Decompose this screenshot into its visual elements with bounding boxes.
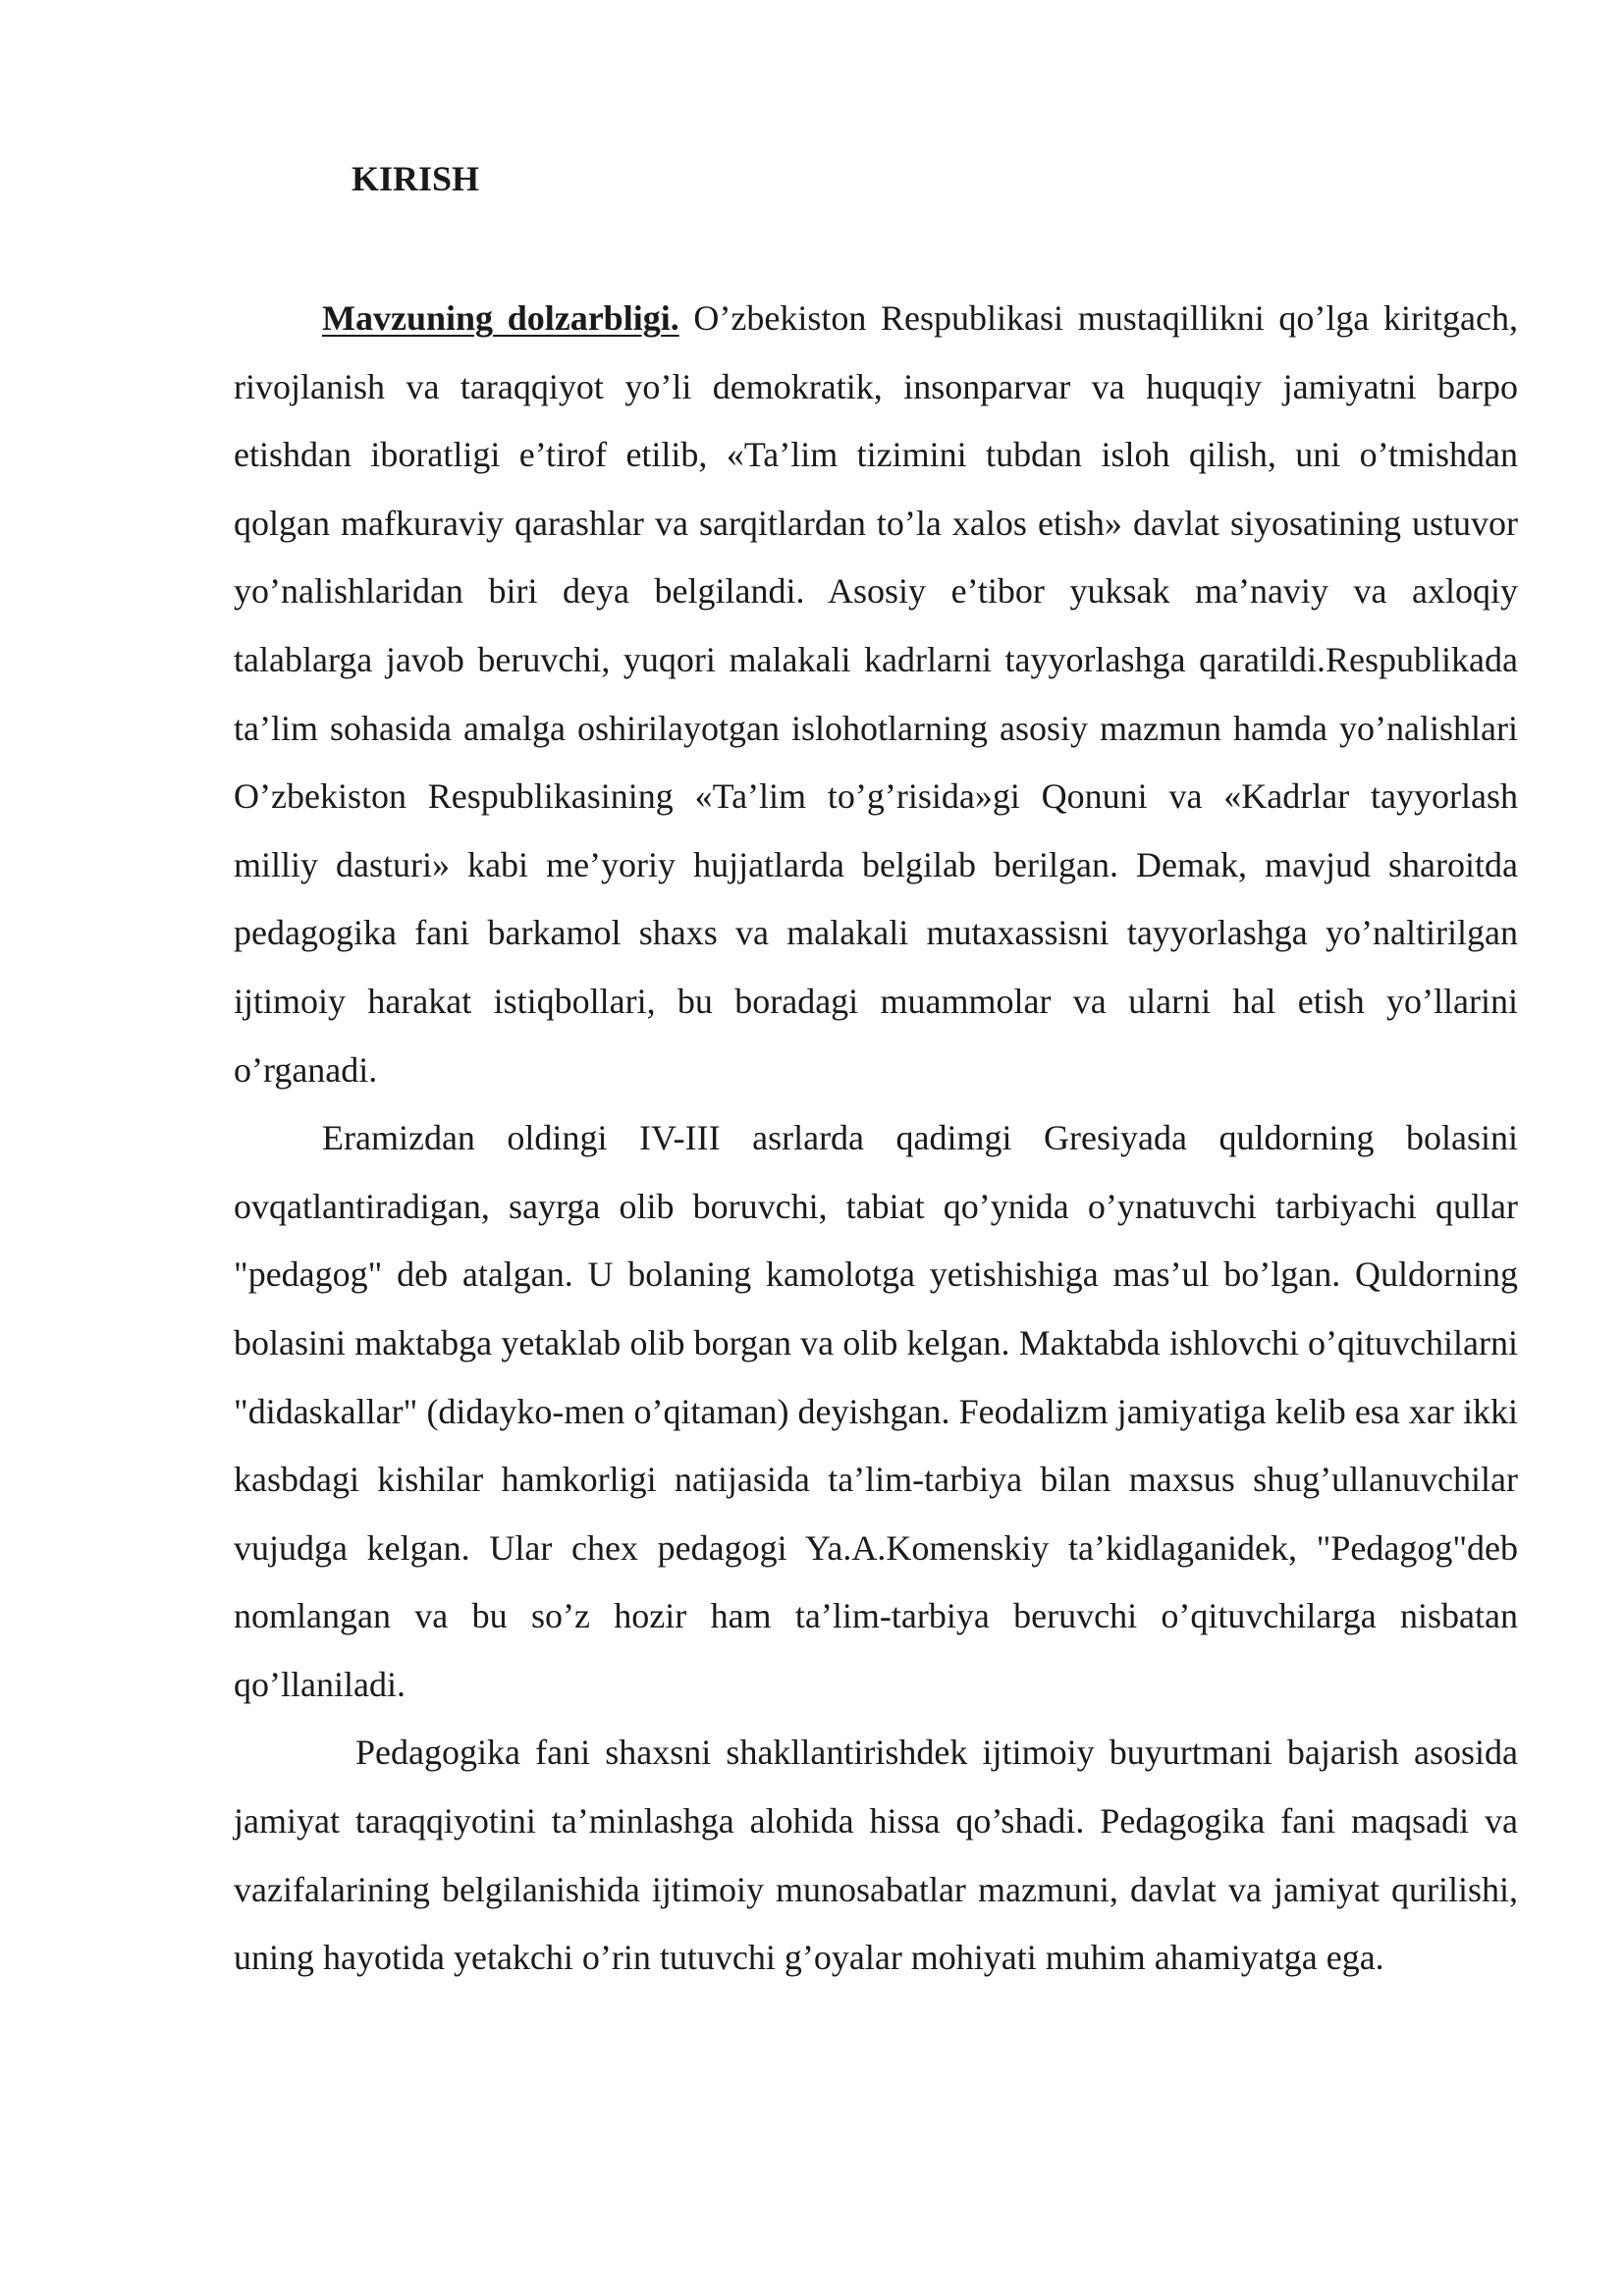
page-title: KIRISH [352,159,480,198]
paragraph-text: O’zbekiston Respublikasi mustaqillikni qo’lga kiritgach, rivojlanish va taraqqiyot yo’li demokratik, insonparvar va huquqiy jamiyatni barpo etishdan iboratligi e’tirof etilib, «Ta’lim tizimini tubdan isloh qilish, uni o’tmishdan qolgan mafkuraviy qarashlar va sarqitlardan to’la xalos etish» davlat siyosatining ustuvor yo’nalishlaridan biri deya belgilandi. Asosiy e’tibor yuksak ma’naviy va axloqiy talablarga javob beruvchi, yuqori malakali kadrlarni tayyorlashga qaratildi.Respublikada ta’lim sohasida amalga oshirilayotgan islohotlarning asosiy mazmun hamda yo’nalishlari O’zbekiston Respublikasining «Ta’lim to’g’risida»gi Qonuni va «Kadrlar tayyorlash milliy dasturi» kabi me’yoriy hujjatlarda belgilab berilgan. Demak, mavjud sharoitda pedagogika fani barkamol shaxs va malakali mutaxassisni tayyorlashga yo’naltirilgan ijtimoiy harakat istiqbollari, bu boradagi muammolar va ularni hal etish yo’llarini o’rganadi. [234,298,1519,1090]
paragraph-text: Pedagogika fani shaxsni shakllantirishdek ijtimoiy buyurtmani bajarish asosida jamiyat taraqqiyotini ta’minlashga alohida hissa qo’shadi. Pedagogika fani maqsadi va vazifalarining belgilanishida ijtimoiy munosabatlar mazmuni, davlat va jamiyat qurilishi, uning hayotida yetakchi o’rin tutuvchi g’oyalar mohiyati muhim ahamiyatga ega. [234,1733,1518,1978]
section-label: Mavzuning dolzarbligi. [322,298,679,338]
paragraph-pedagogy [234,1719,1518,1992]
paragraph-text: Eramizdan oldingi IV-III asrlarda qadimgi Gresiyada quldorning bolasini ovqatlantiradigan, sayrga olib boruvchi, tabiat qo’ynida o’ynatuvchi tarbiyachi qullar "pedagog" deb atalgan. U bolaning kamolotga yetishishiga mas’ul bo’lgan. Quldorning bolasini maktabga yetaklab olib borgan va olib kelgan. Maktabda ishlovchi o’qituvchilarni "didaskallar" (didayko-men o’qitaman) deyishgan. Feodalizm jamiyatiga kelib esa xar ikki kasbdagi kishilar hamkorligi natijasida ta’lim-tarbiya bilan maxsus shug’ullanuvchilar vujudga kelgan. Ular chex pedagogi Ya.A.Komenskiy ta’kidlaganidek, "Pedagog"deb nomlangan va bu so’z hozir ham ta’lim-tarbiya beruvchi o’qituvchilarga nisbatan qo’llaniladi. [234,1118,1518,1704]
paragraph-history [234,1104,1518,1719]
document-body [234,285,1518,1993]
paragraph-relevance [234,285,1518,1104]
